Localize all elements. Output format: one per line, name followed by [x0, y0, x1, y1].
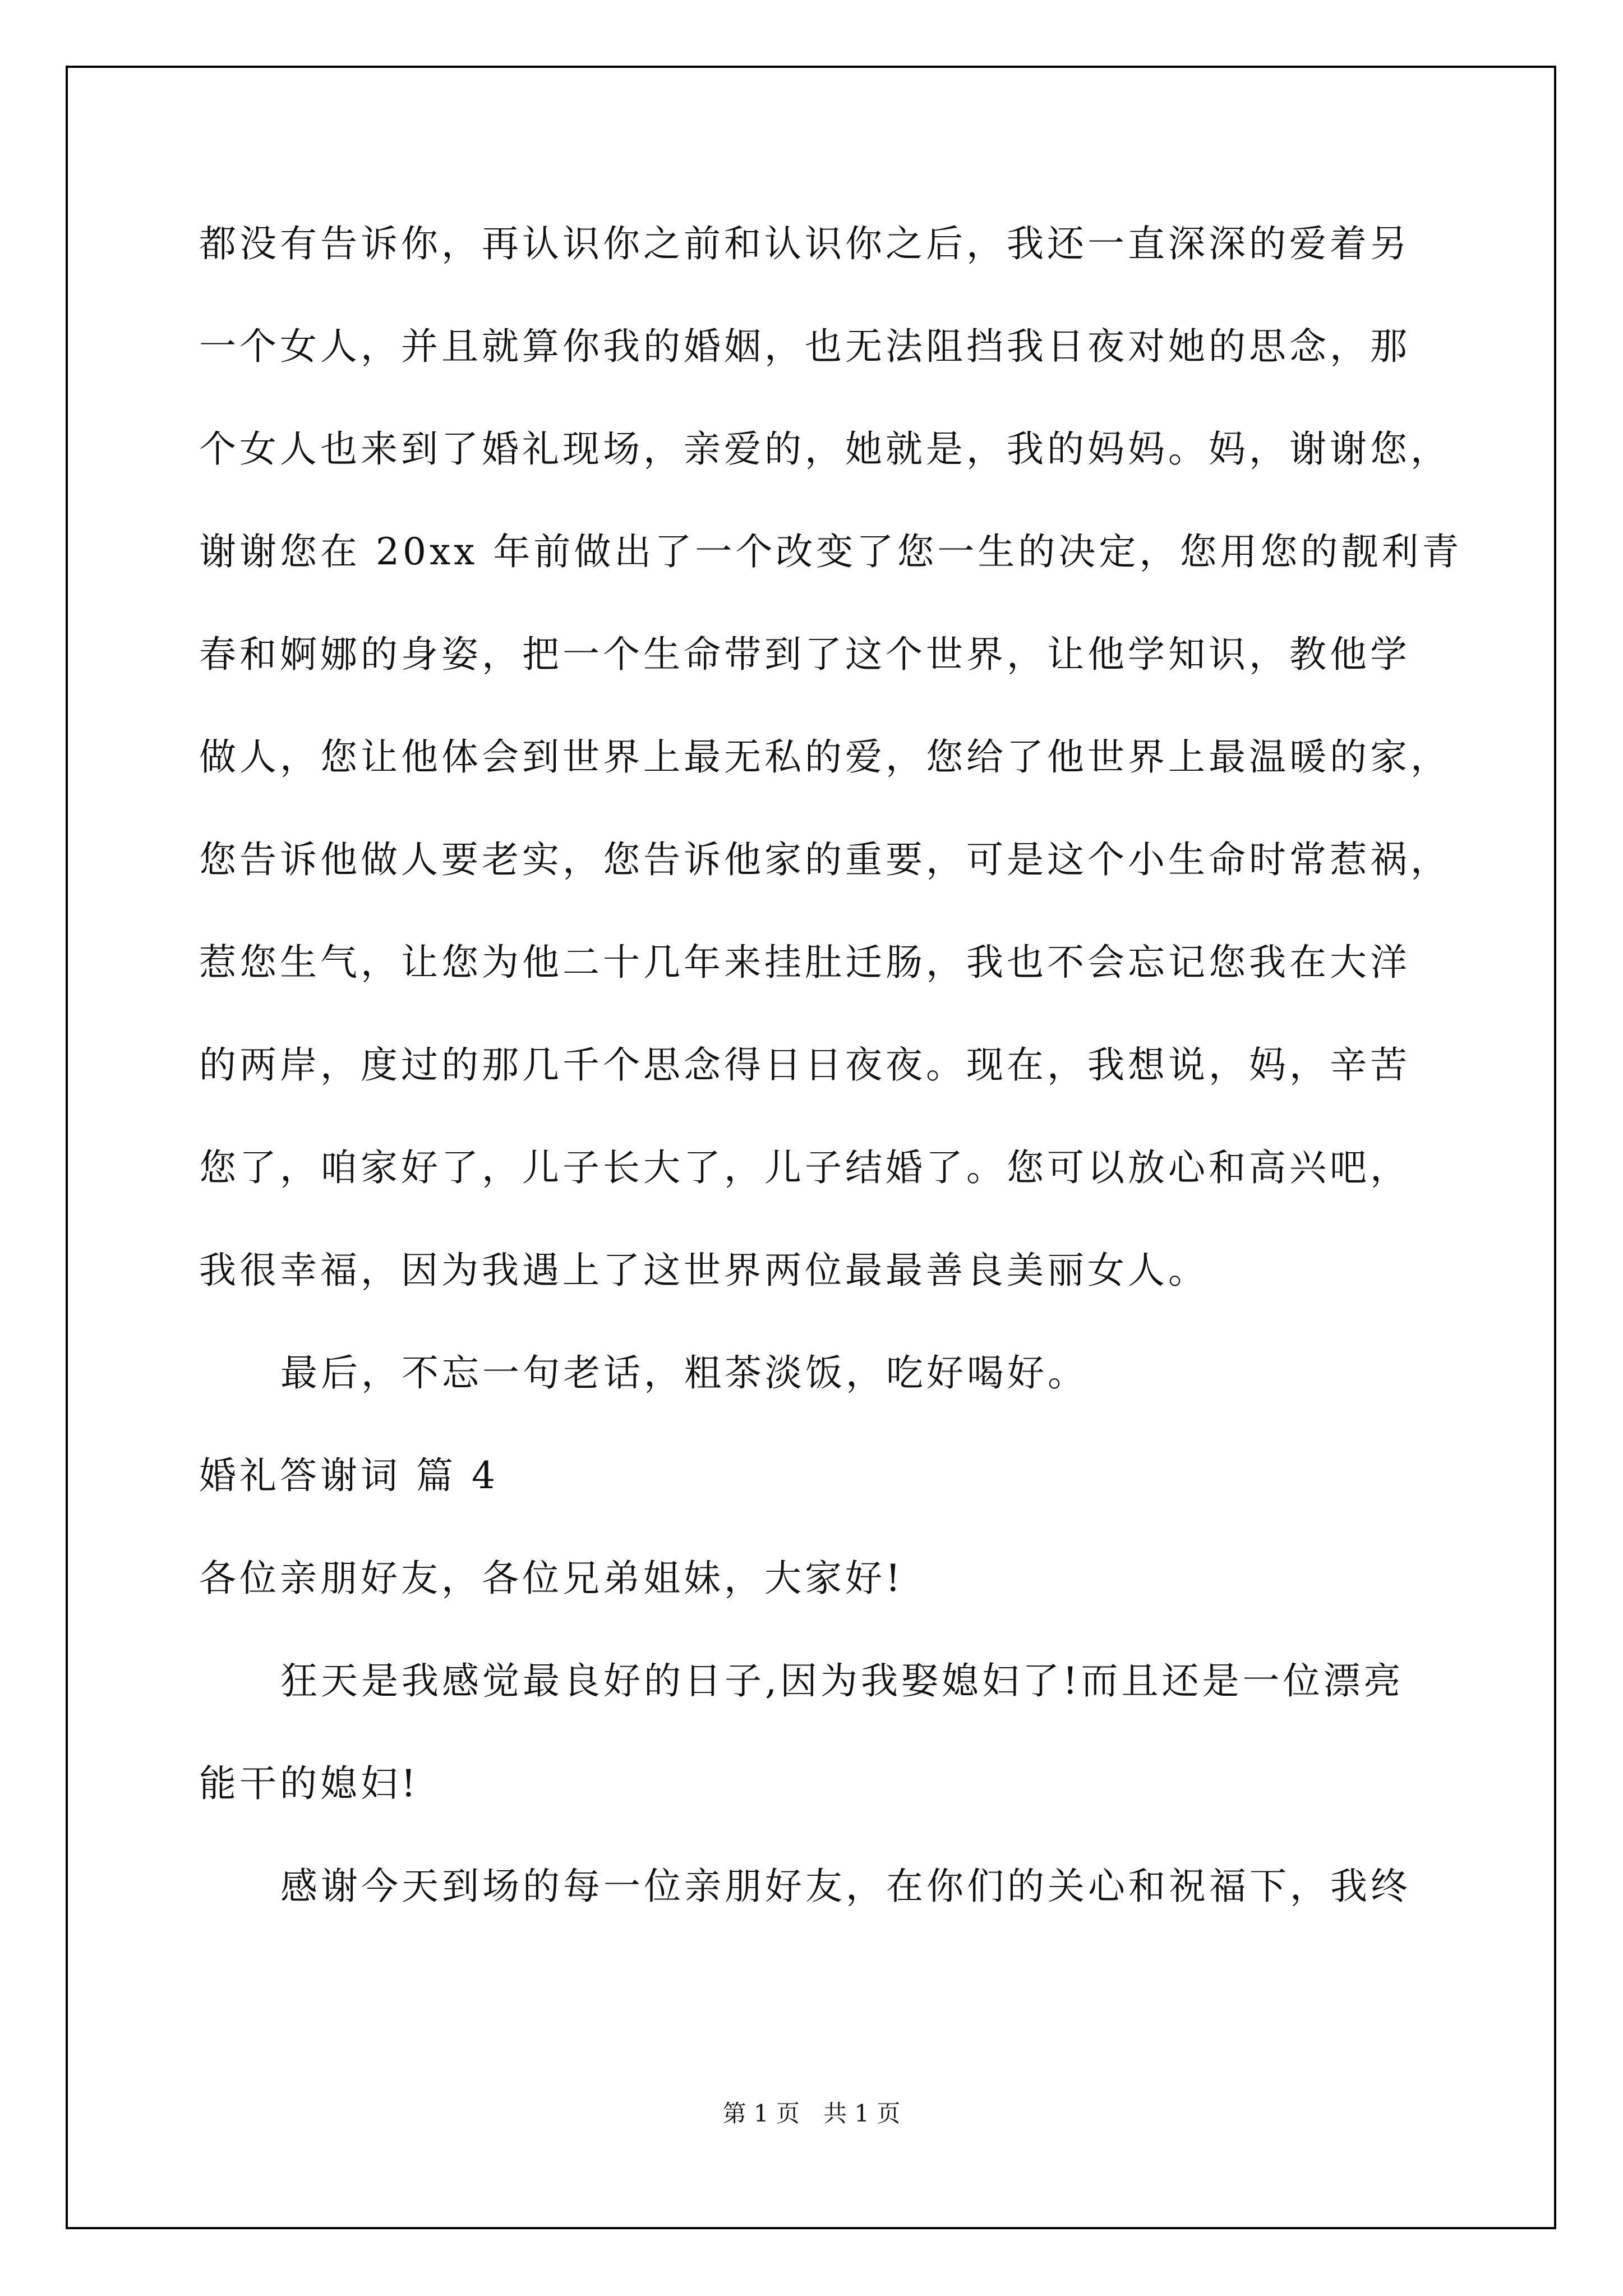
paragraph-line: 最后，不忘一句老话，粗茶淡饭，吃好喝好。: [280, 1351, 1088, 1395]
body-line: 惹您生气，让您为他二十几年来挂肚迁肠，我也不会忘记您我在大洋: [199, 941, 1410, 984]
body-line: 做人，您让他体会到世界上最无私的爱，您给了他世界上最温暖的家，: [199, 735, 1451, 779]
body-line: 个女人也来到了婚礼现场，亲爱的，她就是，我的妈妈。妈，谢谢您，: [199, 427, 1451, 471]
greeting-line: 各位亲朋好友，各位兄弟姐妹，大家好!: [199, 1557, 904, 1600]
body-line: 一个女人，并且就算你我的婚姻，也无法阻挡我日夜对她的思念，那: [199, 325, 1410, 368]
page-footer: 第 1 页 共 1 页: [722, 2100, 901, 2127]
paragraph-line: 感谢今天到场的每一位亲朋好友，在你们的关心和祝福下，我终: [280, 1865, 1411, 1908]
body-line: 我很幸福，因为我遇上了这世界两位最最善良美丽女人。: [199, 1249, 1209, 1292]
body-line: 您告诉他做人要老实，您告诉他家的重要，可是这个小生命时常惹祸，: [199, 838, 1451, 881]
section-heading: 婚礼答谢词 篇 4: [199, 1454, 499, 1497]
body-line: 都没有告诉你，再认识你之前和认识你之后，我还一直深深的爱着另: [199, 222, 1410, 265]
body-line: 您了，咱家好了，儿子长大了，儿子结婚了。您可以放心和高兴吧，: [199, 1146, 1410, 1189]
body-line: 春和婀娜的身姿，把一个生命带到了这个世界，让他学知识，教他学: [199, 633, 1410, 676]
body-line: 的两岸，度过的那几千个思念得日日夜夜。现在，我想说，妈，辛苦: [199, 1043, 1410, 1087]
body-line: 谢谢您在 20xx 年前做出了一个改变了您一生的决定，您用您的靓利青: [199, 530, 1463, 573]
body-line: 能干的媳妇!: [199, 1762, 419, 1805]
paragraph-line: 狂天是我感觉最良好的日子,因为我娶媳妇了!而且还是一位漂亮: [280, 1659, 1404, 1703]
